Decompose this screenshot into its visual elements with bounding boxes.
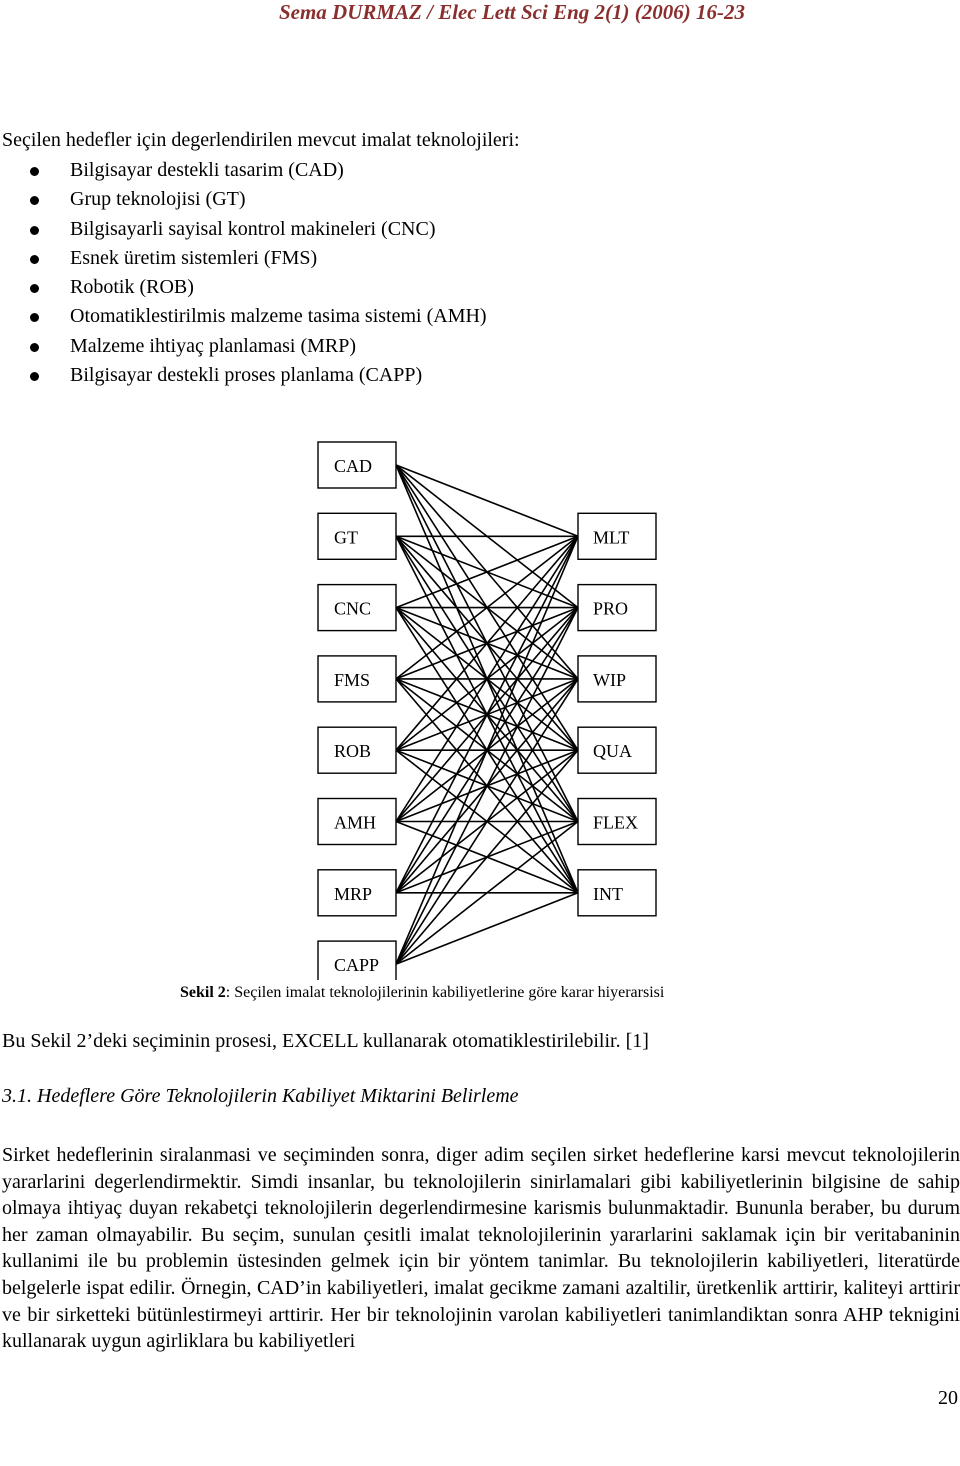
list-item: Bilgisayar destekli proses planlama (CAPP) — [30, 361, 487, 390]
list-item: Robotik (ROB) — [30, 273, 487, 302]
list-item: Malzeme ihtiyaç planlamasi (MRP) — [30, 332, 487, 361]
list-item: Otomatiklestirilmis malzeme tasima sistemi (AMH) — [30, 302, 487, 331]
node-mlt — [578, 513, 656, 559]
node-label: QUA — [593, 741, 632, 762]
running-header — [0, 0, 960, 25]
node-mrp — [318, 870, 396, 916]
edge-capp-pro — [396, 608, 578, 965]
node-qua — [578, 727, 656, 773]
bullet-icon — [30, 372, 39, 381]
node-label: MLT — [593, 527, 630, 548]
node-label: FLEX — [593, 812, 638, 833]
list-item: Bilgisayarli sayisal kontrol makineleri (CNC) — [30, 215, 487, 244]
header-text: Sema DURMAZ / Elec Lett Sci Eng 2(1) (2006) 16-23 — [278, 0, 745, 24]
edge-capp-qua — [396, 750, 578, 964]
node-cnc — [318, 585, 396, 631]
body-paragraph: Sirket hedeflerinin siralanmasi ve seçiminden sonra, diger adim seçilen sirket hedeflerine karsi mevcut teknolojilerin yararlarini degerlendirmektir. Simdi insanlar, bu teknolojilerin sinirlamalari gibi kabiliyetlerinin bilgisine de sahip olmaya ihtiyaç duyan rekabetçi teknolojilerin degerlendirmesine karismis bulunmaktadir. Bununla beraber, bu durum her zaman olmayabilir. Bu seçim, sunulan çesitli imalat teknolojilerinin yararlarini saklamak için bir veritabaninin kullanimi ile bu problemin üstesinden gelmek için bir yöntem tanimlar. Bu teknolojilerin kabiliyetleri, literatürde belgelerle ispat edilir. Örnegin, CAD’in kabiliyetleri, imalat gecikme zamani azaltilir, üretkenlik arttirir, kaliteyi arttirir ve bir sirketteki bütünlestirmeyi arttirir. Her bir teknolojinin varolan kabiliyetleri tanimlandiktan sonra AHP teknigini kullanarak uygun agirliklara bu kabiliyetleri — [2, 1144, 960, 1353]
node-label: PRO — [593, 598, 629, 619]
left-nodes — [318, 442, 396, 980]
node-cad — [318, 442, 396, 488]
node-label: CAPP — [334, 955, 380, 976]
list-item: Grup teknolojisi (GT) — [30, 185, 487, 214]
technology-list — [30, 156, 487, 390]
bullet-icon — [30, 255, 39, 264]
node-label: CAD — [334, 456, 373, 476]
hierarchy-diagram — [0, 430, 960, 980]
right-nodes — [578, 513, 656, 916]
list-item: Bilgisayar destekli tasarim (CAD) — [30, 156, 487, 185]
section-title: 3.1. Hedeflere Göre Teknolojilerin Kabiliyet Miktarini Belirleme — [2, 1085, 519, 1107]
caption-text: : Seçilen imalat teknolojilerinin kabiliyetlerine göre karar hiyerarsisi — [225, 984, 665, 1001]
node-label: ROB — [334, 741, 372, 762]
node-pro — [578, 585, 656, 631]
node-fms — [318, 656, 396, 702]
node-flex — [578, 799, 656, 845]
page-number: 20 — [938, 1387, 958, 1409]
node-label: CNC — [334, 598, 372, 619]
bullet-icon — [30, 226, 39, 235]
list-item: Esnek üretim sistemleri (FMS) — [30, 244, 487, 273]
bullet-icon — [30, 313, 39, 322]
node-amh — [318, 799, 396, 845]
node-capp — [318, 941, 396, 980]
node-label: AMH — [334, 812, 377, 833]
node-label: MRP — [334, 883, 373, 904]
node-label: FMS — [334, 669, 371, 690]
caption-label: Sekil 2 — [180, 984, 226, 1001]
intro-text: Seçilen hedefler için degerlendirilen mevcut imalat teknolojileri: — [2, 129, 520, 151]
node-label: INT — [593, 883, 623, 904]
node-rob — [318, 727, 396, 773]
edge-cad-mlt — [396, 465, 578, 536]
paragraph: Bu Sekil 2’deki seçiminin prosesi, EXCELL kullanarak otomatiklestirilebilir. [1] — [2, 1030, 649, 1052]
connection-lines — [396, 465, 578, 964]
figure-caption — [180, 984, 664, 1002]
edge-capp-int — [396, 893, 578, 964]
node-label: WIP — [593, 669, 626, 690]
node-gt — [318, 513, 396, 559]
node-wip — [578, 656, 656, 702]
bullet-icon — [30, 167, 39, 176]
bullet-icon — [30, 284, 39, 293]
bullet-icon — [30, 196, 39, 205]
node-label: GT — [334, 527, 358, 548]
bullet-icon — [30, 343, 39, 352]
node-int — [578, 870, 656, 916]
